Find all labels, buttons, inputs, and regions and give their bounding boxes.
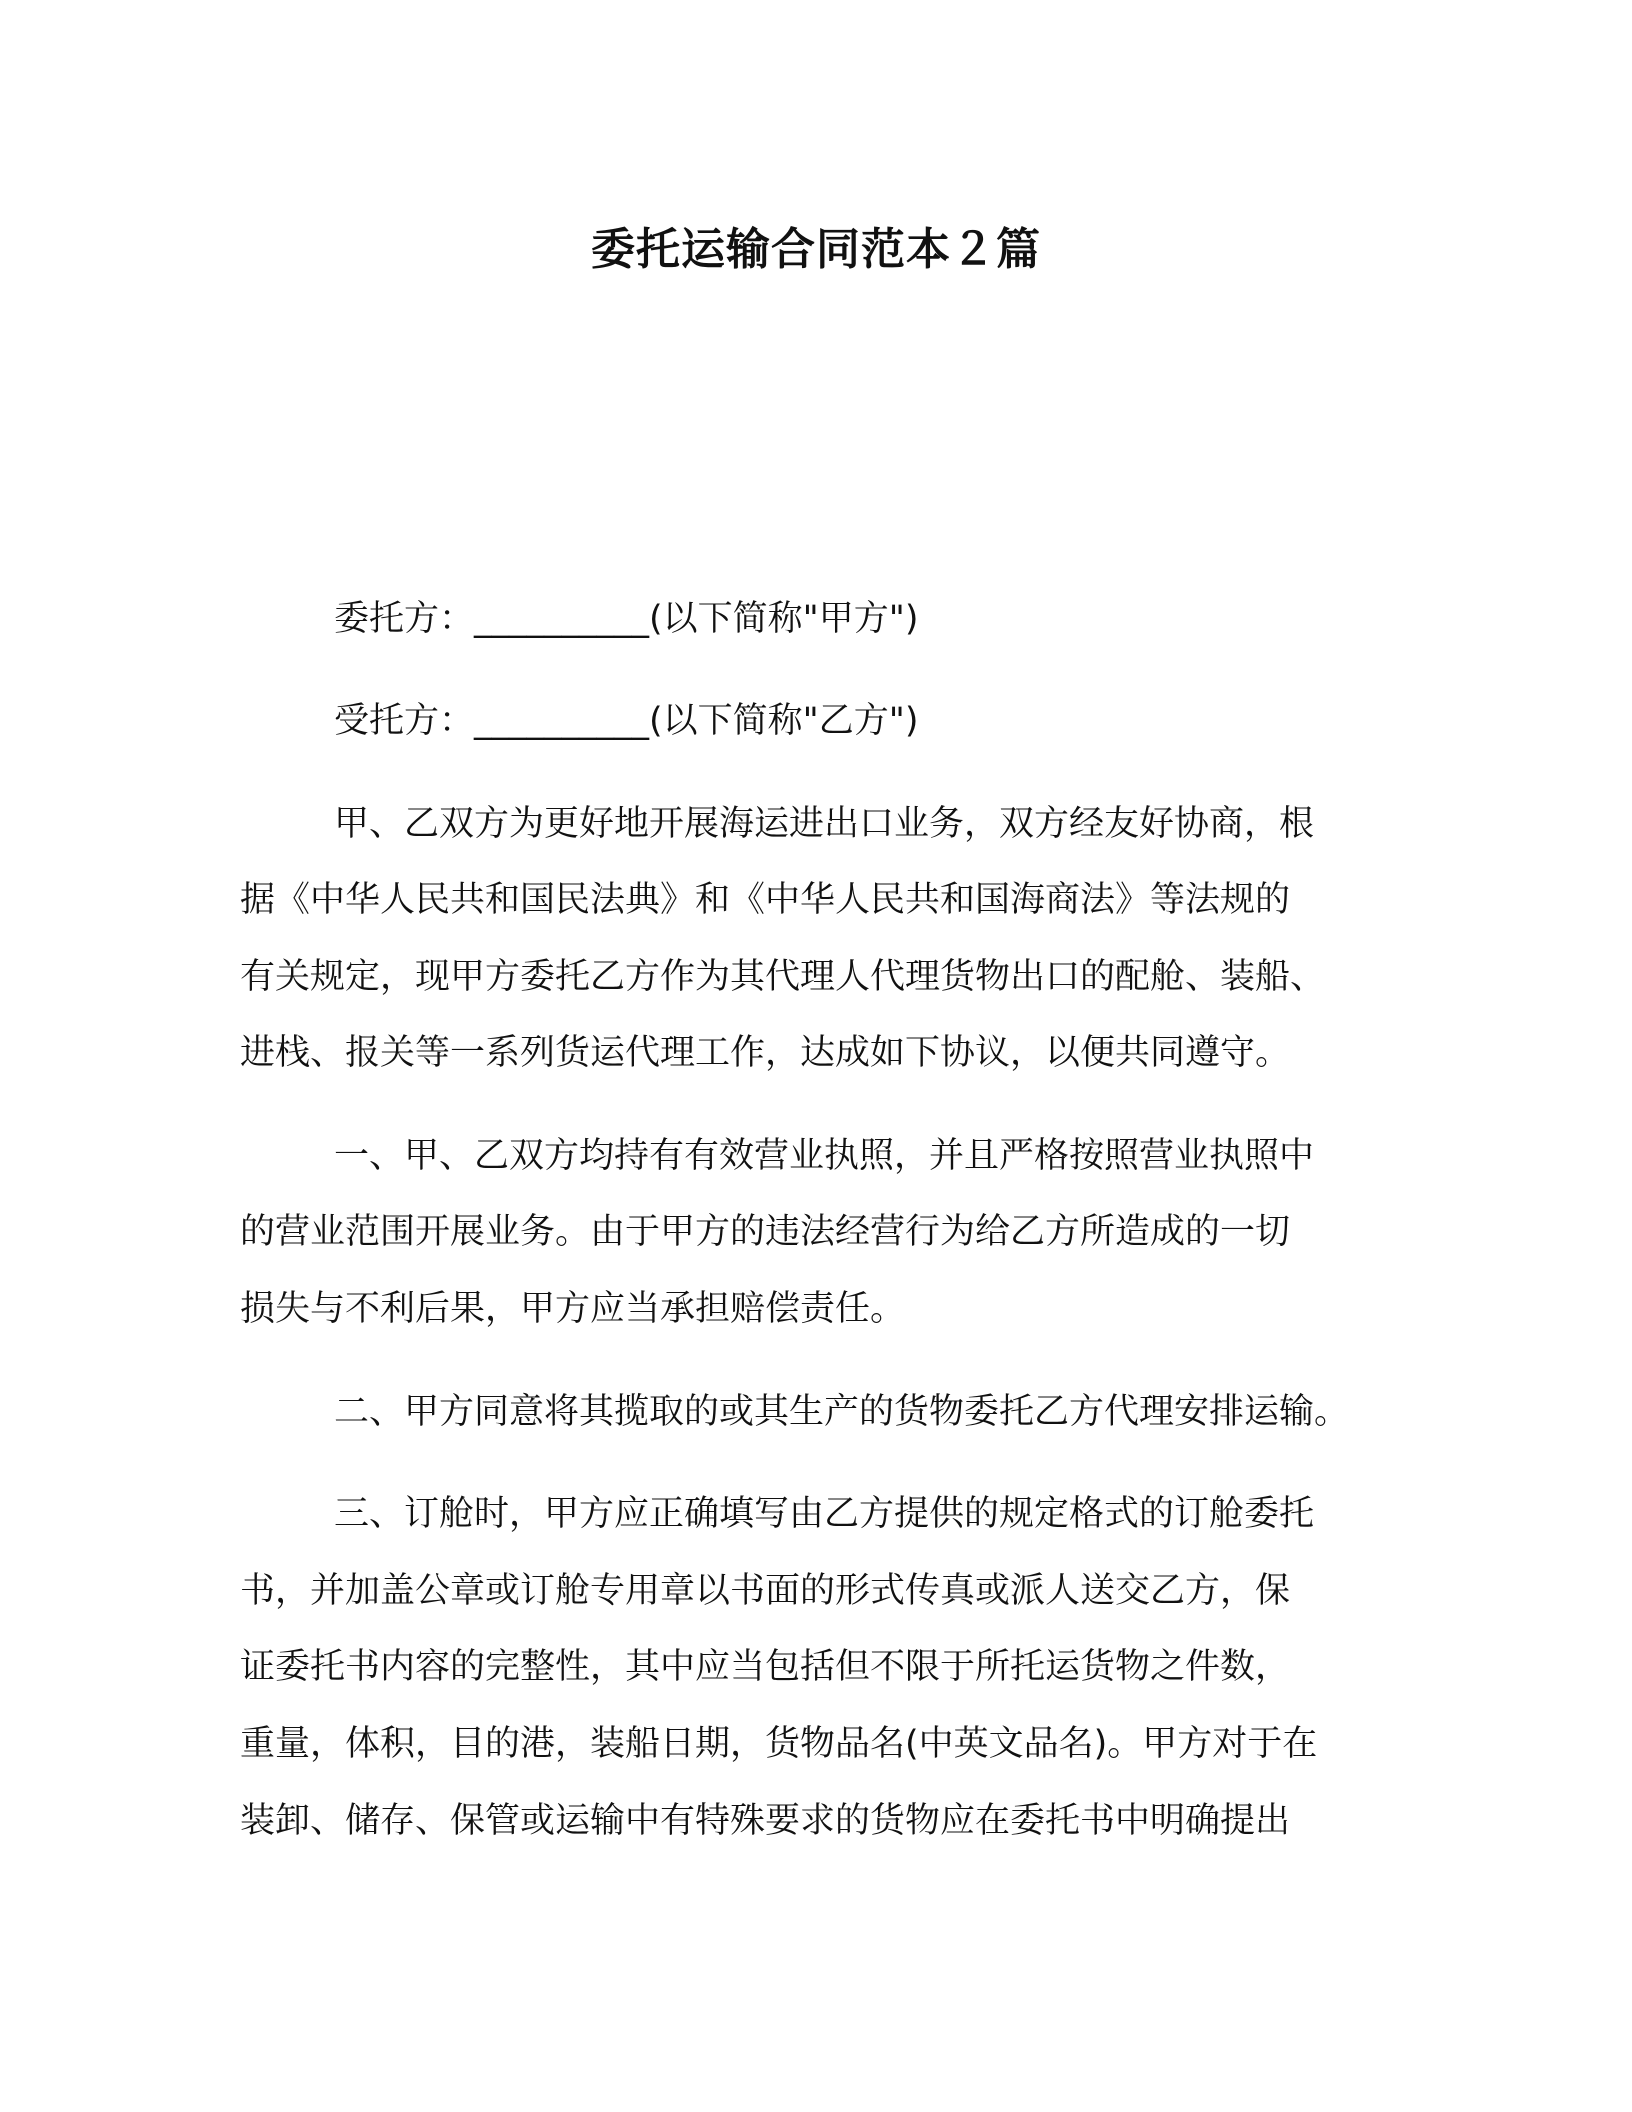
preamble-line: 进栈、报关等一系列货运代理工作，达成如下协议，以便共同遵守。 bbox=[240, 1033, 1291, 1073]
document-title: 委托运输合同范本２篇 bbox=[591, 224, 1041, 275]
agent-party-line: 受托方：__________(以下简称"乙方") bbox=[334, 701, 919, 741]
clause-3-line: 三、订舱时，甲方应正确填写由乙方提供的规定格式的订舱委托 bbox=[334, 1494, 1315, 1534]
clause-1-line: 的营业范围开展业务。由于甲方的违法经营行为给乙方所造成的一切 bbox=[240, 1212, 1291, 1252]
preamble-line: 据《中华人民共和国民法典》和《中华人民共和国海商法》等法规的 bbox=[240, 880, 1291, 920]
clause-3-line: 证委托书内容的完整性，其中应当包括但不限于所托运货物之件数， bbox=[240, 1647, 1291, 1687]
client-party-line: 委托方：__________(以下简称"甲方") bbox=[334, 599, 919, 639]
preamble-line: 有关规定，现甲方委托乙方作为其代理人代理货物出口的配舱、装船、 bbox=[240, 957, 1326, 997]
clause-1-line: 一、甲、乙双方均持有有效营业执照，并且严格按照营业执照中 bbox=[334, 1136, 1315, 1176]
clause-2-line: 二、甲方同意将其揽取的或其生产的货物委托乙方代理安排运输。 bbox=[334, 1392, 1350, 1432]
clause-3-line: 书，并加盖公章或订舱专用章以书面的形式传真或派人送交乙方，保 bbox=[240, 1571, 1291, 1611]
clause-3-line: 装卸、储存、保管或运输中有特殊要求的货物应在委托书中明确提出 bbox=[240, 1801, 1291, 1841]
clause-3-line: 重量，体积，目的港，装船日期，货物品名(中英文品名)。甲方对于在 bbox=[240, 1724, 1318, 1764]
clause-1-line: 损失与不利后果，甲方应当承担赔偿责任。 bbox=[240, 1289, 906, 1329]
preamble-line: 甲、乙双方为更好地开展海运进出口业务，双方经友好协商，根 bbox=[334, 804, 1315, 844]
